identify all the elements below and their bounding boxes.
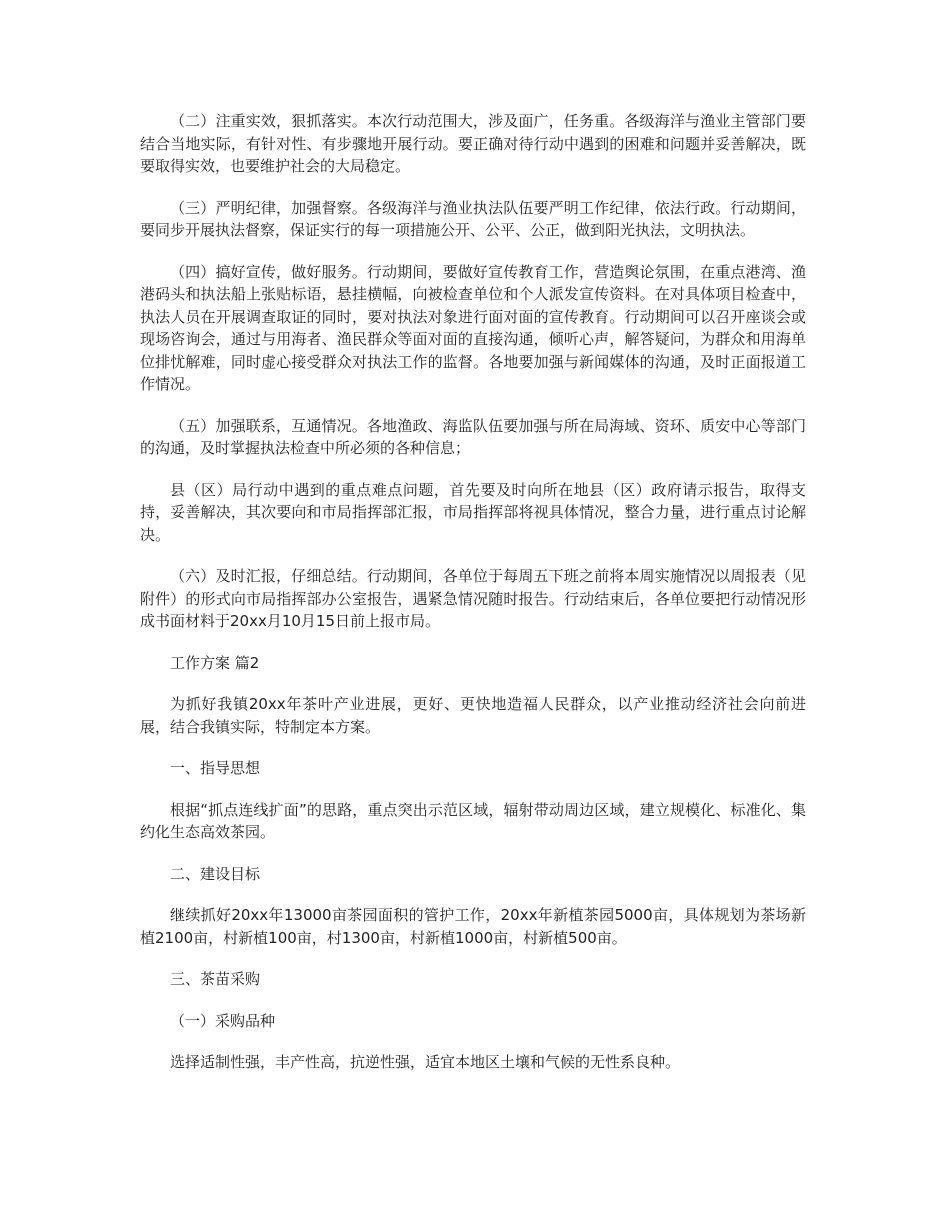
heading-plan-2: 工作方案 篇2: [170, 653, 260, 672]
heading-guiding-thought: 一、指导思想: [170, 759, 261, 777]
heading-purchase-varieties: （一）采购品种: [170, 1011, 276, 1030]
heading-construction-goals: 二、建设目标: [170, 864, 261, 883]
paragraph-county-issues: 县（区）局行动中遇到的重点难点问题，首先要及时向所在地县（区）政府请示报告，取得支持，妥善解决，其次要向和市局指挥部汇报，市局指挥部将视具体情况，整合力量，进行重点讨论解决。: [140, 480, 806, 544]
heading-seedling-purchase: 三、茶苗采购: [170, 970, 261, 988]
paragraph-section-4: （四）搞好宣传，做好服务。行动期间，要做好宣传教育工作，营造舆论氛围，在重点港湾、渔港码头和执法船上张贴标语，悬挂横幅，向被检查单位和个人派发宣传资料。在对具体项目检查中，执法人员在开展调查取证的同时，要对执法对象进行面对面的宣传教育。行动期间可以召开座谈会或现场咨询会，通过与用海者、渔民群众等面对面的直接沟通，倾听心声，解答疑问，为群众和用海单位排忧解难，同时虚心接受群众对执法工作的监督。各地要加强与新闻媒体的沟通，及时正面报道工作情况。: [140, 262, 806, 393]
paragraph-section-5: （五）加强联系，互通情况。各地渔政、海监队伍要加强与所在局海域、资环、质安中心等部门的沟通，及时掌握执法检查中所必须的各种信息；: [140, 416, 806, 457]
paragraph-section-2: （二）注重实效，狠抓落实。本次行动范围大，涉及面广，任务重。各级海洋与渔业主管部门要结合当地实际，有针对性、有步骤地开展行动。要正确对待行动中遇到的困难和问题并妥善解决，既要取得实效，也要维护社会的大局稳定。: [140, 112, 806, 175]
paragraph-section-6: （六）及时汇报，仔细总结。行动期间，各单位于每周五下班之前将本周实施情况以周报表（见附件）的形式向市局指挥部办公室报告，遇紧急情况随时报告。行动结束后，各单位要把行动情况形成书面材料于20xx月10月15日前上报市局。: [140, 567, 806, 630]
paragraph-plan-intro: 为抓好我镇20xx年茶叶产业进展，更好、更快地造福人民群众，以产业推动经济社会向前进展，结合我镇实际，特制定本方案。: [140, 695, 806, 736]
paragraph-construction-goals: 继续抓好20xx年13000亩茶园面积的管护工作，20xx年新植茶园5000亩，具体规划为茶场新植2100亩，村新植100亩，村1300亩，村新植1000亩，村新植500亩。: [140, 906, 806, 947]
paragraph-section-3: （三）严明纪律，加强督察。各级海洋与渔业执法队伍要严明工作纪律，依法行政。行动期间，要同步开展执法督察，保证实行的每一项措施公开、公平、公正，做到阳光执法，文明执法。: [140, 198, 806, 239]
document-body: [140, 110, 806, 1093]
paragraph-purchase-varieties: 选择适制性强，丰产性高，抗逆性强，适宜本地区土壤和气候的无性系良种。: [170, 1053, 681, 1071]
paragraph-guiding-thought: 根据“抓点连线扩面”的思路，重点突出示范区域，辐射带动周边区域，建立规模化、标准化、集约化生态高效茶园。: [140, 800, 806, 841]
